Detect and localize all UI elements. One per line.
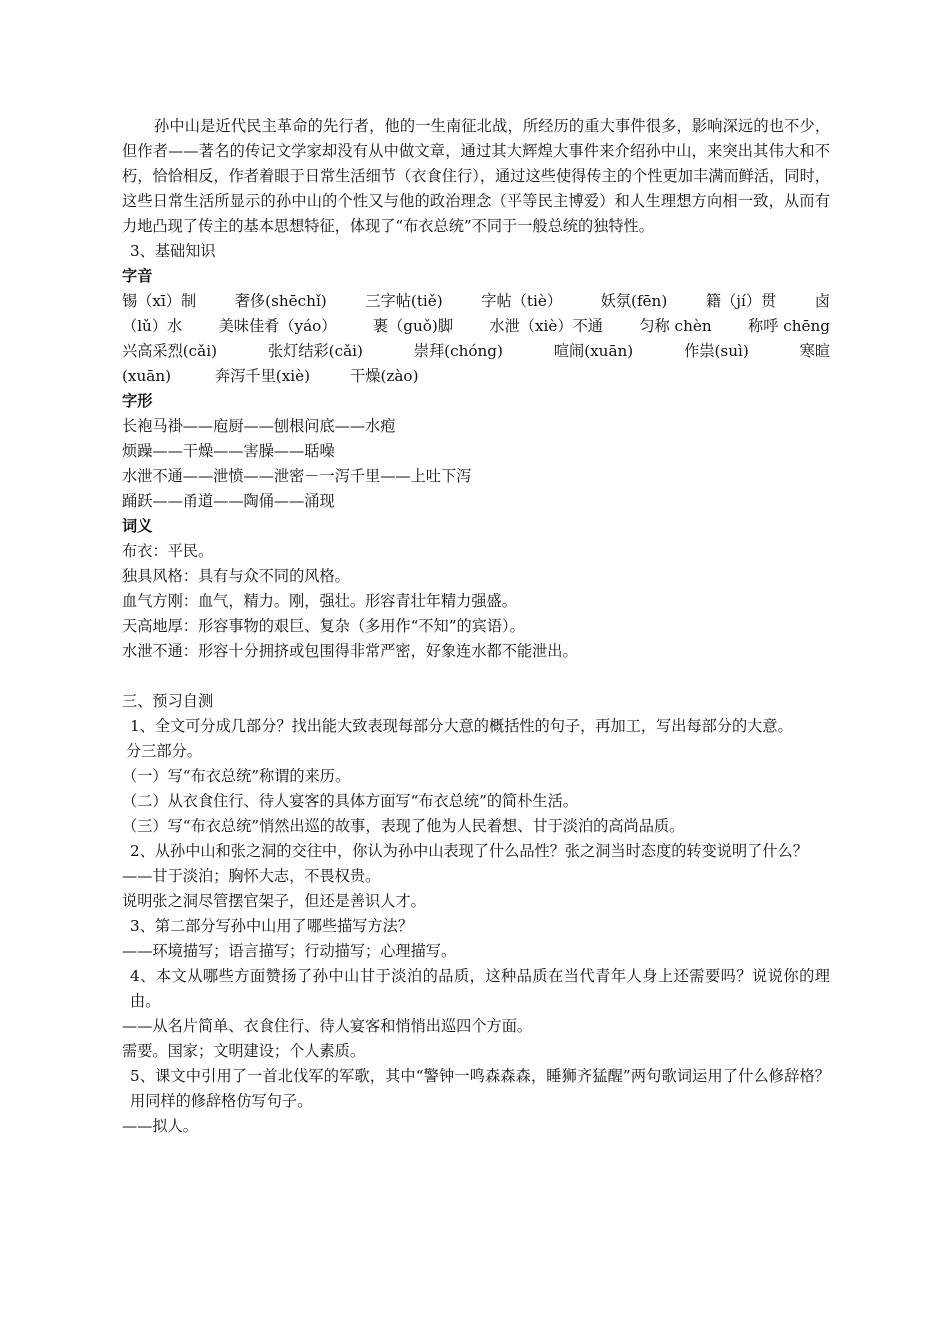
answer-line: ——从名片简单、衣食住行、待人宴客和悄悄出巡四个方面。 (122, 1017, 533, 1035)
question-3: 3、第二部分写孙中山用了哪些描写方法？ (130, 917, 414, 935)
answer-line: （一）写“布衣总统”称谓的来历。 (122, 767, 351, 785)
document-page (122, 114, 830, 1139)
pinyin-item: 奢侈(shēchǐ) (234, 292, 327, 310)
question-4: 4、本文从哪些方面赞扬了孙中山甘于淡泊的品质，这种品质在当代青年人身上还需要吗？说说你的理由。 (130, 967, 830, 1010)
answer-line: 分三部分。 (126, 742, 202, 760)
pinyin-item: 三字帖(tiě) (365, 292, 443, 310)
pinyin-item: 卤 (814, 292, 830, 310)
ci-yi-line: 独具风格：具有与众不同的风格。 (122, 567, 350, 585)
pinyin-item: 作祟(suì) (684, 342, 749, 360)
answer-line: 需要。国家；文明建设；个人素质。 (122, 1042, 365, 1060)
zi-yin-heading: 字音 (122, 267, 153, 285)
pinyin-item: 兴高采烈(cǎi) (122, 342, 218, 360)
answer-line: 说明张之洞尽管摆官架子，但还是善识人才。 (122, 892, 426, 910)
pinyin-item: 籍（jí）贯 (705, 292, 777, 310)
pinyin-item: 寒暄 (799, 342, 830, 360)
pinyin-item: （lǔ）水 (122, 317, 183, 335)
answer-line: （三）写“布衣总统”悄然出巡的故事，表现了他为人民着想、甘于淡泊的高尚品质。 (122, 817, 685, 835)
pinyin-item: 水泄（xiè）不通 (489, 317, 603, 335)
zi-xing-line: 水泄不通——泄愤——泄密－一泻千里——上吐下泻 (122, 467, 472, 485)
pinyin-item: 喧闹(xuān) (553, 342, 634, 360)
pinyin-item: 裹（guǒ)脚 (372, 317, 454, 335)
zi-yin-row (122, 339, 830, 364)
zi-yin-row (122, 289, 830, 314)
zi-yin-row (122, 364, 830, 389)
pinyin-item: 张灯结彩(cǎi) (267, 342, 363, 360)
zi-xing-line: 长袍马褂——庖厨——刨根问底——水疱 (122, 417, 396, 435)
answer-line: （二）从衣食住行、待人宴客的具体方面写“布衣总统”的简朴生活。 (122, 792, 578, 810)
section-basic-knowledge-title: 3、基础知识 (130, 242, 216, 260)
answer-line: ——环境描写；语言描写；行动描写；心理描写。 (122, 942, 457, 960)
spacer (122, 664, 830, 689)
pinyin-item: 奔泻千里(xiè) (215, 367, 311, 385)
zi-xing-heading: 字形 (122, 392, 153, 410)
question-1: 1、全文可分成几部分？找出能大致表现每部分大意的概括性的句子，再加工，写出每部分的大意。 (130, 717, 793, 735)
pinyin-item: 匀称 chèn (639, 317, 712, 335)
pinyin-item: (xuān) (122, 367, 172, 385)
intro-paragraph: 孙中山是近代民主革命的先行者，他的一生南征北战，所经历的重大事件很多，影响深远的也不少，但作者——著名的传记文学家却没有从中做文章，通过其大辉煌大事件来介绍孙中山，来突出其伟大和不朽，恰恰相反，作者着眼于日常生活细节（衣食住行），通过这些使得传主的个性更加丰满而鲜活，同时，这些日常生活所显示的孙中山的个性又与他的政治理念（平等民主博爱）和人生理想方向相一致，从而有力地凸现了传主的基本思想特征，体现了“布衣总统”不同于一般总统的独特性。 (122, 117, 830, 235)
ci-yi-line: 水泄不通：形容十分拥挤或包围得非常严密，好象连水都不能泄出。 (122, 642, 578, 660)
question-5: 5、课文中引用了一首北伐军的军歌，其中“警钟一鸣森森森，睡狮齐猛醒”两句歌词运用了什么修辞格？用同样的修辞格仿写句子。 (130, 1067, 830, 1110)
ci-yi-line: 布衣：平民。 (122, 542, 214, 560)
pinyin-item: 美味佳肴（yáo） (218, 317, 337, 335)
pinyin-item: 称呼 chēng (748, 317, 830, 335)
ci-yi-heading: 词义 (122, 517, 153, 535)
pinyin-item: 妖氛(fēn) (600, 292, 668, 310)
question-2: 2、从孙中山和张之洞的交往中，你认为孙中山表现了什么品性？张之洞当时态度的转变说明了什么？ (130, 842, 808, 860)
zi-xing-line: 踊跃——甬道——陶俑——涌现 (122, 492, 335, 510)
answer-line: ——甘于淡泊；胸怀大志，不畏权贵。 (122, 867, 381, 885)
pinyin-item: 干燥(zào) (350, 367, 419, 385)
pinyin-item: 崇拜(chóng) (413, 342, 503, 360)
zi-xing-line: 烦躁——干燥——害臊——聒噪 (122, 442, 335, 460)
pinyin-item: 锡（xī）制 (122, 292, 197, 310)
zi-yin-row (122, 314, 830, 339)
ci-yi-line: 血气方刚：血气，精力。刚，强壮。形容青壮年精力强盛。 (122, 592, 517, 610)
ci-yi-line: 天高地厚：形容事物的艰巨、复杂（多用作“不知”的宾语）。 (122, 617, 525, 635)
pinyin-item: 字帖（tiè） (481, 292, 563, 310)
section-self-test-title: 三、预习自测 (122, 692, 214, 710)
answer-line: ——拟人。 (122, 1117, 198, 1135)
